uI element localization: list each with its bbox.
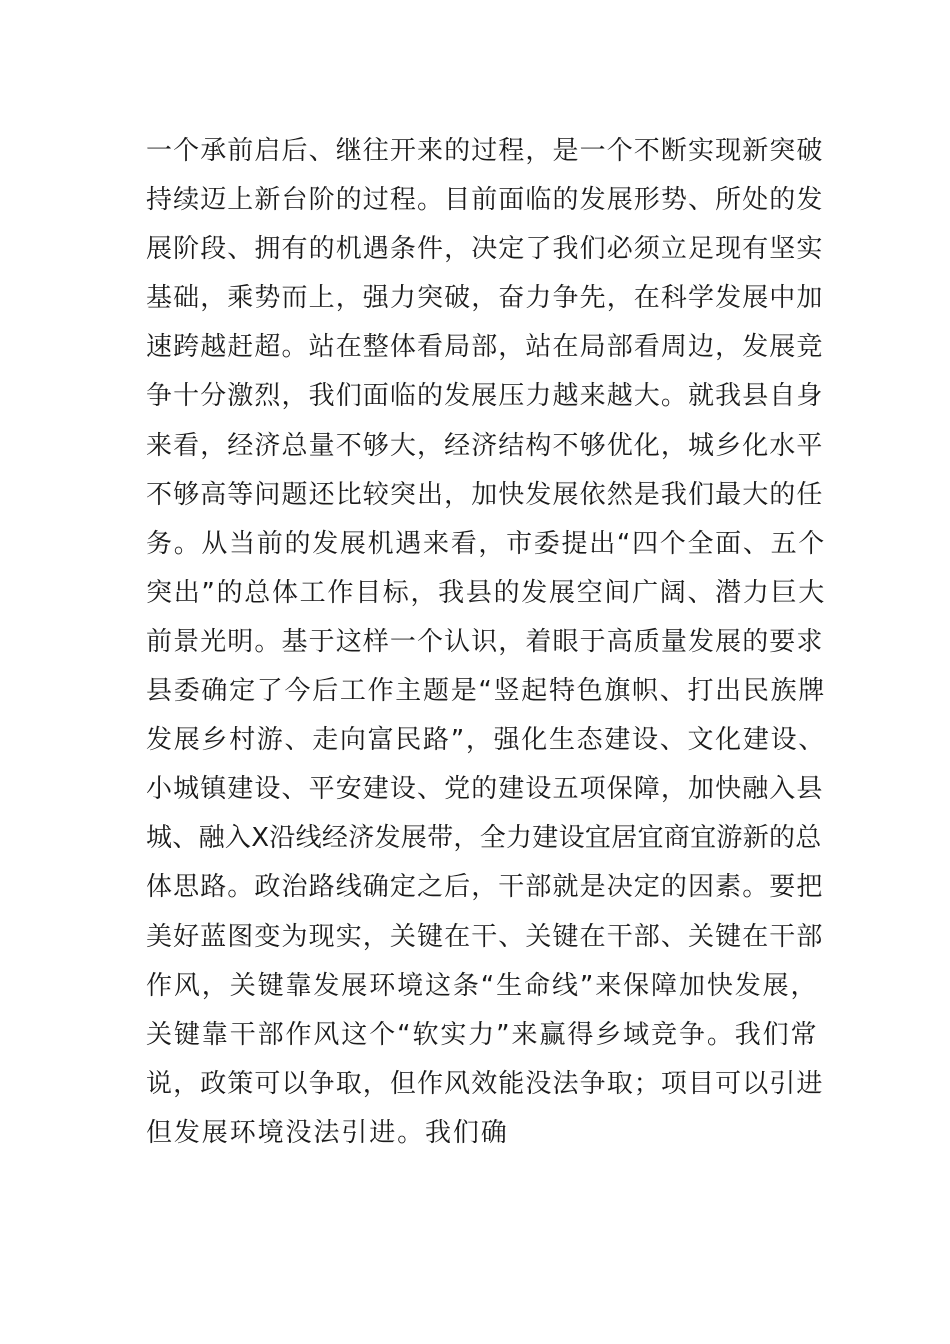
text-line: 城、融入X沿线经济发展带，全力建设宜居宜商宜游新的总 — [146, 823, 822, 854]
text-line: 务。从当前的发展机遇来看，市委提出“四个全面、五个 — [146, 528, 826, 559]
text-line: 发展乡村游、走向富民路”，强化生态建设、文化建设、 — [146, 725, 826, 756]
text-line: 突出”的总体工作目标，我县的发展空间广阔、潜力巨大 — [146, 577, 826, 608]
text-line: 一个承前启后、继往开来的过程，是一个不断实现新突破 — [146, 136, 824, 166]
text-line: 争十分激烈，我们面临的发展压力越来越大。就我县自身 — [146, 381, 824, 412]
text-line: 关键靠干部作风这个“软实力”来赢得乡域竞争。我们常 — [146, 1019, 819, 1050]
text-line: 美好蓝图变为现实，关键在干、关键在干部、关键在干部 — [146, 921, 824, 952]
text-line: 小城镇建设、平安建设、党的建设五项保障，加快融入县 — [146, 774, 824, 805]
text-line: 但发展环境没法引进。我们确 — [146, 1117, 509, 1148]
text-line: 作风，关键靠发展环境这条“生命线”来保障加快发展， — [146, 970, 819, 1001]
text-line: 速跨越赶超。站在整体看局部，站在局部看周边，发展竞 — [146, 332, 824, 363]
text-line: 来看，经济总量不够大，经济结构不够优化，城乡化水平 — [146, 430, 824, 461]
text-line: 持续迈上新台阶的过程。目前面临的发展形势、所处的发 — [146, 185, 824, 216]
text-line: 前景光明。基于这样一个认识，着眼于高质量发展的要求 — [146, 626, 824, 657]
text-line: 说，政策可以争取，但作风效能没法争取；项目可以引进 — [146, 1068, 824, 1099]
text-line: 展阶段、拥有的机遇条件，决定了我们必须立足现有坚实 — [146, 234, 824, 265]
text-line: 基础，乘势而上，强力突破，奋力争先，在科学发展中加 — [146, 283, 824, 314]
body-paragraph — [146, 127, 826, 1158]
text-line: 不够高等问题还比较突出，加快发展依然是我们最大的任 — [146, 479, 824, 510]
text-line: 体思路。政治路线确定之后，干部就是决定的因素。要把 — [146, 872, 824, 903]
text-line: 县委确定了今后工作主题是“竖起特色旗帜、打出民族牌 — [146, 676, 826, 707]
